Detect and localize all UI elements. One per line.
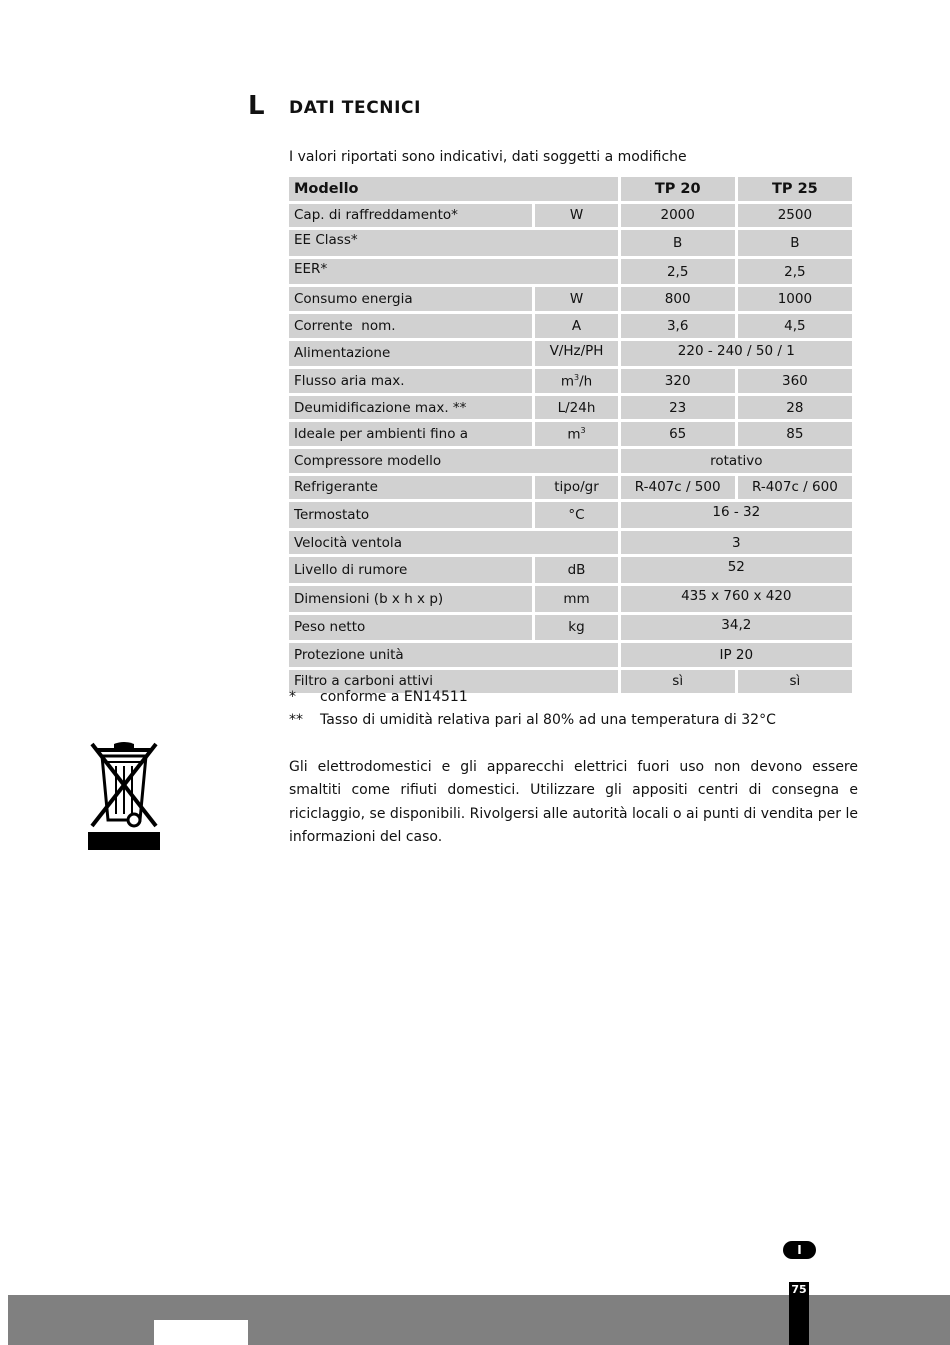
footnote-text: conforme a EN14511 <box>320 689 468 705</box>
row-unit: A <box>535 314 617 338</box>
row-value: IP 20 <box>621 643 852 667</box>
row-unit: V/Hz/PH <box>535 341 617 367</box>
table-row <box>289 531 852 555</box>
row-tp20: R-407c / 500 <box>621 476 735 500</box>
row-unit <box>535 422 617 446</box>
footnotes <box>289 686 776 732</box>
row-tp20: 2000 <box>621 204 735 228</box>
table-row <box>289 396 852 420</box>
intro-text: I valori riportati sono indicativi, dati soggetti a modifiche <box>289 149 687 165</box>
table-row <box>289 204 852 228</box>
row-value: 34,2 <box>621 615 852 641</box>
row-label: Refrigerante <box>289 476 532 500</box>
row-tp20: 3,6 <box>621 314 735 338</box>
row-tp20: 65 <box>621 422 735 446</box>
row-label: Flusso aria max. <box>289 369 532 393</box>
unit-base: m <box>560 373 574 390</box>
table-row <box>289 341 852 367</box>
table-row <box>289 259 852 285</box>
language-badge: I <box>783 1241 816 1259</box>
row-label: Termostato <box>289 502 532 528</box>
row-value: 435 x 760 x 420 <box>621 586 852 612</box>
table-row <box>289 557 852 583</box>
disposal-notice: Gli elettrodomestici e gli apparecchi elettrici fuori uso non devono essere smaltiti come rifiuti domestici. Utilizzare gli appositi centri di consegna e riciclaggio, se disponibili. Rivolgersi alle autorità locali o ai punti di vendita per le informazioni del caso. <box>289 759 858 845</box>
row-tp25: 2,5 <box>738 259 852 285</box>
row-label: EER* <box>289 259 618 285</box>
row-tp20: B <box>621 230 735 256</box>
unit-base: m <box>567 426 581 443</box>
row-label: EE Class* <box>289 230 618 256</box>
row-tp25: 28 <box>738 396 852 420</box>
row-tp25: 1000 <box>738 287 852 311</box>
row-label: Cap. di raffreddamento* <box>289 204 532 228</box>
row-tp20: 23 <box>621 396 735 420</box>
footer-white-block <box>154 1320 248 1345</box>
row-label: Filtro a carboni attivi <box>289 670 618 694</box>
row-value: 16 - 32 <box>621 502 852 528</box>
row-unit: W <box>535 287 617 311</box>
row-label: Velocità ventola <box>289 531 618 555</box>
header-tp25: TP 25 <box>738 177 852 201</box>
row-value: 3 <box>621 531 852 555</box>
footnote-mark: * <box>289 689 296 705</box>
row-label: Compressore modello <box>289 449 618 473</box>
row-label: Ideale per ambienti fino a <box>289 422 532 446</box>
table-row <box>289 643 852 667</box>
row-tp20: 2,5 <box>621 259 735 285</box>
table-header-row <box>289 177 852 201</box>
page-number: 75 <box>789 1282 809 1345</box>
section-letter: L <box>248 91 265 121</box>
row-label: Protezione unità <box>289 643 618 667</box>
footnote-mark: ** <box>289 712 303 728</box>
row-tp25: 4,5 <box>738 314 852 338</box>
section-title: DATI TECNICI <box>289 98 422 118</box>
row-label: Alimentazione <box>289 341 532 367</box>
row-unit: °C <box>535 502 617 528</box>
row-tp25: 360 <box>738 369 852 393</box>
table-row <box>289 586 852 612</box>
row-tp20: 800 <box>621 287 735 311</box>
unit-superscript: 3 <box>573 372 580 382</box>
row-unit: mm <box>535 586 617 612</box>
table-row <box>289 502 852 528</box>
table-row <box>289 314 852 338</box>
unit-superscript: 3 <box>580 425 586 435</box>
table-row <box>289 476 852 500</box>
crossed-out-wheelie-bin-icon <box>88 740 160 852</box>
row-label: Dimensioni (b x h x p) <box>289 586 532 612</box>
row-value: 52 <box>621 557 852 583</box>
unit-tail: /h <box>579 373 593 390</box>
footnote-text: Tasso di umidità relativa pari al 80% ad una temperatura di 32°C <box>320 712 776 728</box>
row-tp25: 85 <box>738 422 852 446</box>
row-unit <box>535 369 617 393</box>
row-tp20: 320 <box>621 369 735 393</box>
row-label: Deumidificazione max. ** <box>289 396 532 420</box>
row-tp25: sì <box>738 670 852 694</box>
table-row <box>289 615 852 641</box>
table-row <box>289 449 852 473</box>
row-tp25: B <box>738 230 852 256</box>
table-row <box>289 230 852 256</box>
footnote <box>289 709 776 732</box>
row-tp25: R-407c / 600 <box>738 476 852 500</box>
row-label: Corrente nom. <box>289 314 532 338</box>
table-row <box>289 369 852 393</box>
header-model: Modello <box>289 177 618 201</box>
footnote <box>289 686 776 709</box>
header-tp20: TP 20 <box>621 177 735 201</box>
row-tp25: 2500 <box>738 204 852 228</box>
row-tp20: sì <box>621 670 735 694</box>
row-unit: dB <box>535 557 617 583</box>
row-unit: tipo/gr <box>535 476 617 500</box>
row-label: Consumo energia <box>289 287 532 311</box>
row-label: Peso netto <box>289 615 532 641</box>
row-unit: W <box>535 204 617 228</box>
row-value: 220 - 240 / 50 / 1 <box>621 341 852 367</box>
row-unit: kg <box>535 615 617 641</box>
table-row <box>289 422 852 446</box>
row-label: Livello di rumore <box>289 557 532 583</box>
row-value: rotativo <box>621 449 852 473</box>
row-unit: L/24h <box>535 396 617 420</box>
table-row <box>289 287 852 311</box>
spec-table <box>286 174 855 696</box>
